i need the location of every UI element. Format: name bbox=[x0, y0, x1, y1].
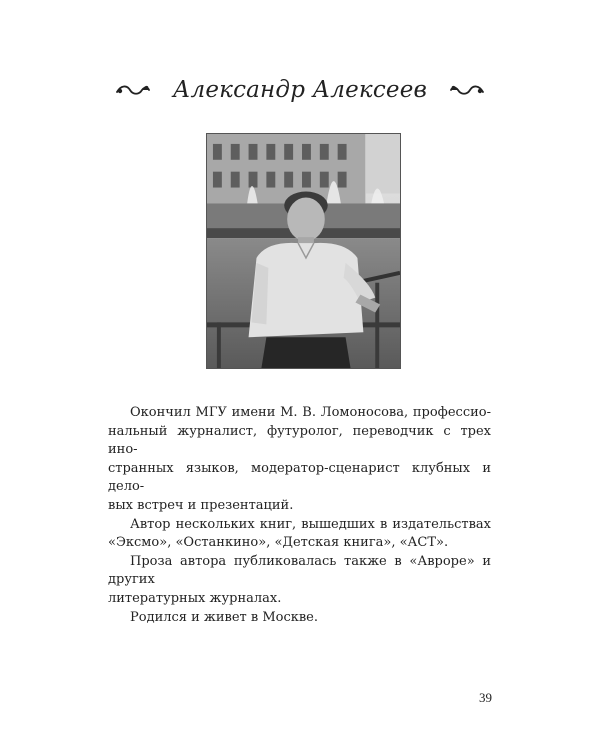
portrait-photo-icon bbox=[207, 134, 400, 368]
bio-line: странных языков, модератор-сценарист клубных и дело- bbox=[108, 460, 491, 495]
flourish-left-icon bbox=[115, 82, 151, 98]
bio-paragraph bbox=[108, 516, 491, 553]
bio-paragraph bbox=[108, 404, 491, 516]
bio-line: литературных журналах. bbox=[108, 590, 282, 606]
bio-line: нальный журналист, футуролог, переводчик с трех ино- bbox=[108, 423, 491, 458]
author-photo bbox=[206, 133, 401, 369]
biography bbox=[108, 404, 491, 627]
bio-line: Автор нескольких книг, вышедших в издательствах bbox=[130, 516, 491, 532]
page-number: 39 bbox=[479, 690, 492, 705]
bio-line: вых встреч и презентаций. bbox=[108, 497, 294, 513]
flourish-right-icon bbox=[449, 82, 485, 98]
bio-line: Проза автора публиковалась также в «Авроре» и других bbox=[108, 553, 491, 588]
bio-paragraph bbox=[108, 553, 491, 609]
bio-line: Окончил МГУ имени М. В. Ломоносова, профессио- bbox=[130, 405, 491, 420]
page-title: Александр Алексеев bbox=[172, 77, 428, 103]
bio-line: «Эксмо», «Останкино», «Детская книга», «АСТ». bbox=[108, 535, 449, 551]
bio-paragraph bbox=[108, 609, 491, 628]
bio-line: Родился и живет в Москве. bbox=[130, 609, 319, 625]
page-heading bbox=[0, 70, 600, 110]
